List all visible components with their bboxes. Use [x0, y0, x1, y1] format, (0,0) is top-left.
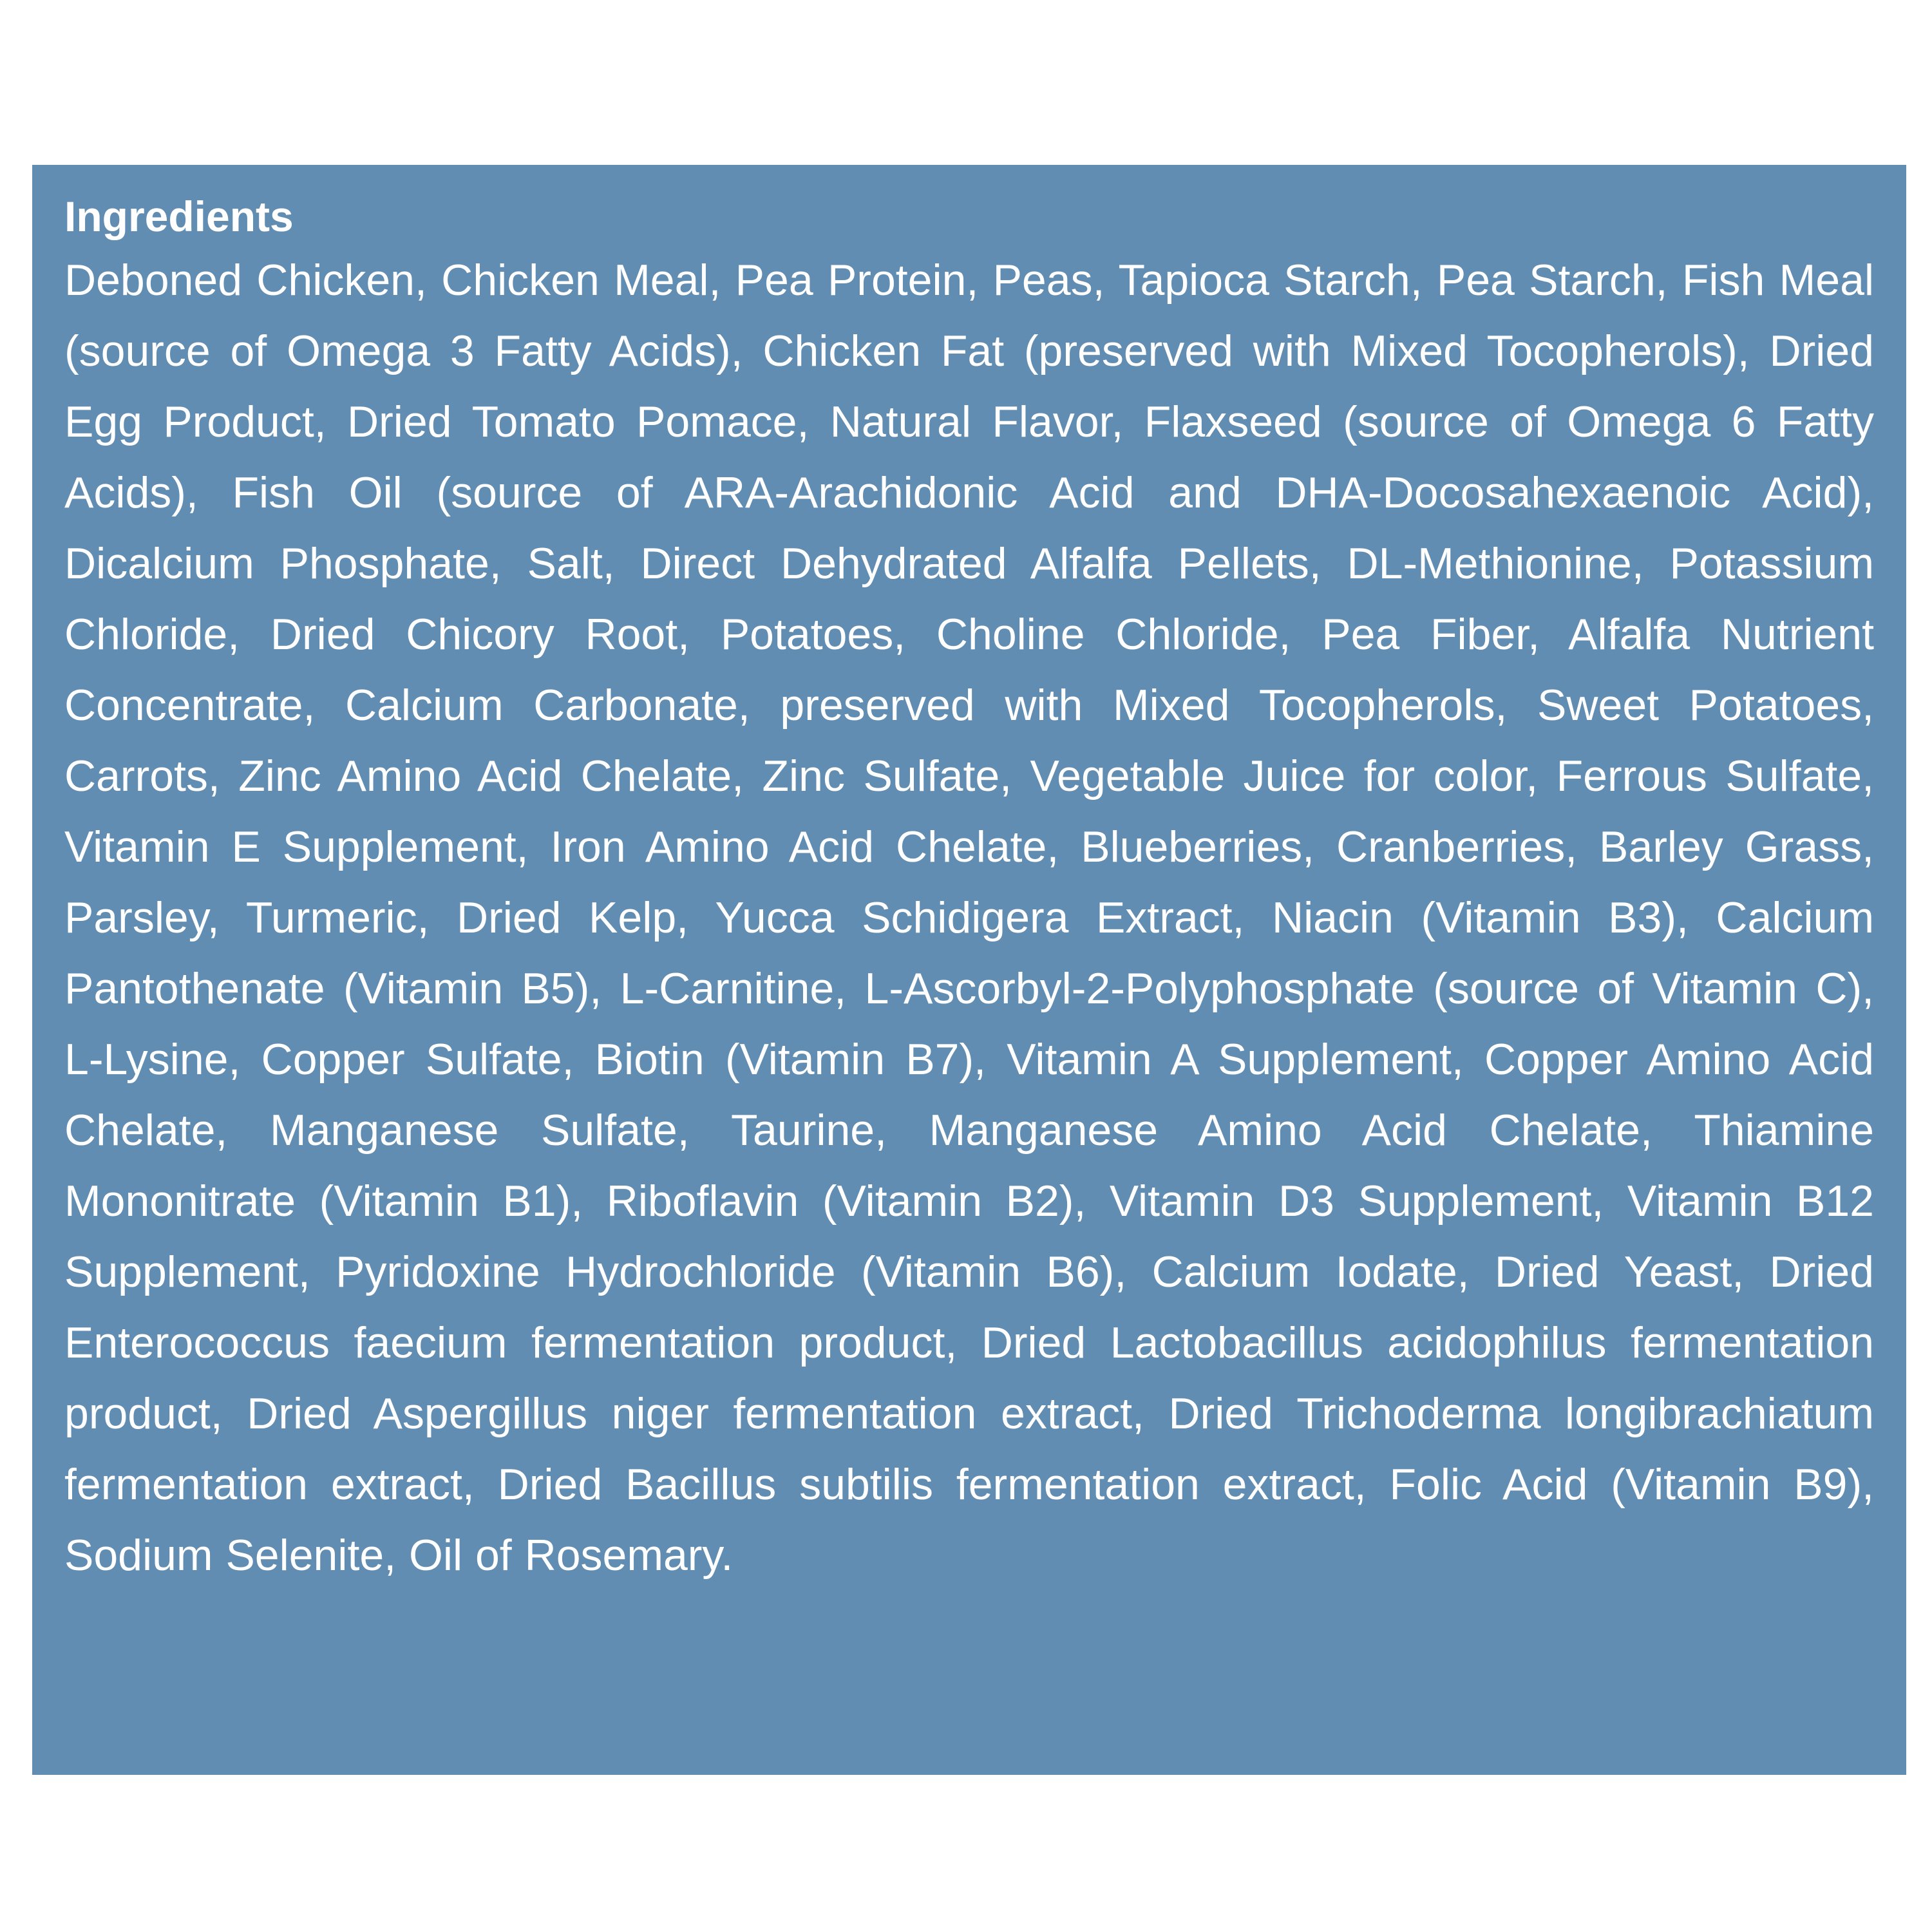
ingredients-panel	[32, 165, 1906, 1775]
ingredients-list: Deboned Chicken, Chicken Meal, Pea Protein, Peas, Tapioca Starch, Pea Starch, Fish Meal (source of Omega 3 Fatty Acids), Chicken Fat (preserved with Mixed Tocopherols), Dried Egg Product, Dried Tomato Pomace, Natural Flavor, Flaxseed (source of Omega 6 Fatty Acids), Fish Oil (source of ARA-Arachidonic Acid and DHA-Docosahexaenoic Acid), Dicalcium Phosphate, Salt, Direct Dehydrated Alfalfa Pellets, DL-Methionine, Potassium Chloride, Dried Chicory Root, Potatoes, Choline Chloride, Pea Fiber, Alfalfa Nutrient Concentrate, Calcium Carbonate, preserved with Mixed Tocopherols, Sweet Potatoes, Carrots, Zinc Amino Acid Chelate, Zinc Sulfate, Vegetable Juice for color, Ferrous Sulfate, Vitamin E Supplement, Iron Amino Acid Chelate, Blueberries, Cranberries, Barley Grass, Parsley, Turmeric, Dried Kelp, Yucca Schidigera Extract, Niacin (Vitamin B3), Calcium Pantothenate (Vitamin B5), L-Carnitine, L-Ascorbyl-2-Polyphosphate (source of Vitamin C), L-Lysine, Copper Sulfate, Biotin (Vitamin B7), Vitamin A Supplement, Copper Amino Acid Chelate, Manganese Sulfate, Taurine, Manganese Amino Acid Chelate, Thiamine Mononitrate (Vitamin B1), Riboflavin (Vitamin B2), Vitamin D3 Supplement, Vitamin B12 Supplement, Pyridoxine Hydrochloride (Vitamin B6), Calcium Iodate, Dried Yeast, Dried Enterococcus faecium fermentation product, Dried Lactobacillus acidophilus fermentation product, Dried Aspergillus niger fermentation extract, Dried Trichoderma longibrachiatum fermentation extract, Dried Bacillus subtilis fermentation extract, Folic Acid (Vitamin B9), Sodium Selenite, Oil of Rosemary.	[64, 256, 1874, 1580]
ingredients-title: Ingredients	[64, 193, 294, 240]
